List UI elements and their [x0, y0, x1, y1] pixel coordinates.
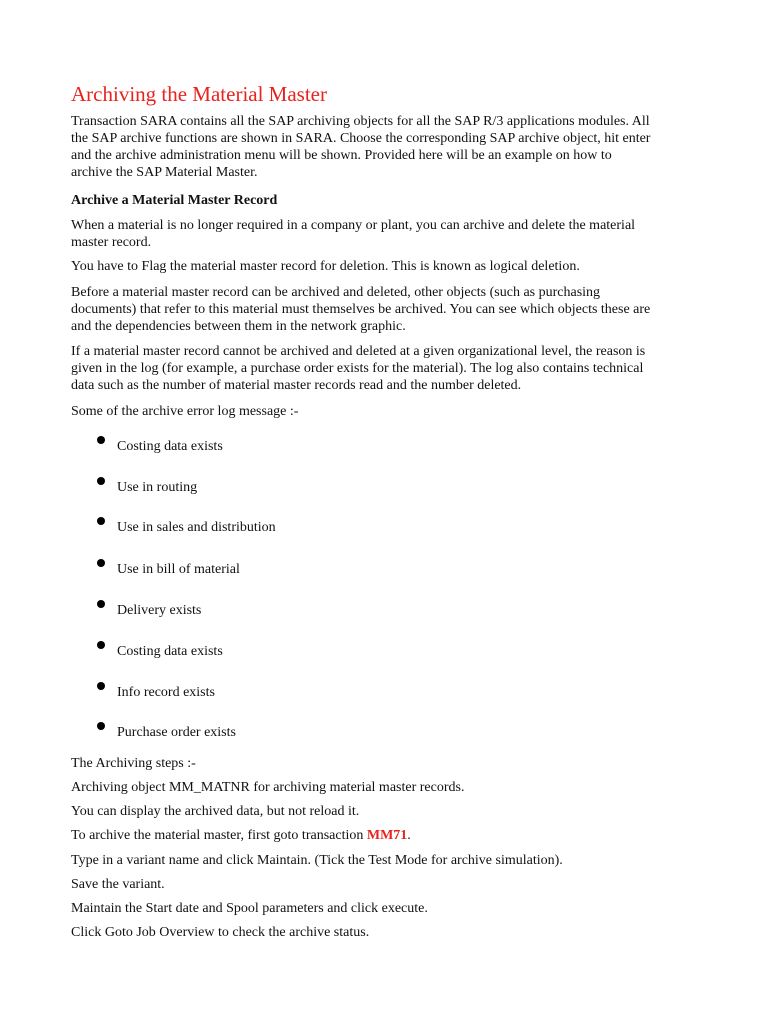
list-item-text: Delivery exists — [117, 603, 202, 618]
paragraph-line: If a material master record cannot be archived and deleted at a given organizational level, the reason is — [71, 344, 646, 359]
paragraph-line: master record. — [71, 235, 152, 250]
list-item-text: Use in sales and distribution — [117, 520, 276, 535]
paragraph-line: When a material is no longer required in a company or plant, you can archive and delete the material — [71, 218, 636, 233]
section-subheading: Archive a Material Master Record — [71, 193, 278, 208]
list-item — [97, 722, 397, 744]
list-item-text: Costing data exists — [117, 644, 223, 659]
bullet-icon — [97, 600, 105, 608]
list-item-text: Info record exists — [117, 685, 215, 700]
bullet-icon — [97, 722, 105, 730]
step-line: Archiving object MM_MATNR for archiving material master records. — [71, 780, 465, 795]
bullet-icon — [97, 641, 105, 649]
paragraph-line: and the dependencies between them in the network graphic. — [71, 319, 406, 334]
step-line: Save the variant. — [71, 877, 165, 892]
list-item — [97, 436, 397, 458]
intro-line: the SAP archive functions are shown in SARA. Choose the corresponding SAP archive object, hit enter — [71, 131, 651, 146]
list-item-text: Use in bill of material — [117, 562, 240, 577]
step-line: Click Goto Job Overview to check the archive status. — [71, 925, 370, 940]
page-title: Archiving the Material Master — [71, 82, 327, 106]
list-item — [97, 600, 397, 622]
bullet-icon — [97, 517, 105, 525]
step-line: Type in a variant name and click Maintain. (Tick the Test Mode for archive simulation). — [71, 853, 563, 868]
paragraph-line: Before a material master record can be archived and deleted, other objects (such as purchasing — [71, 285, 601, 300]
step-line-transaction — [71, 827, 411, 844]
paragraph-logical-deletion — [71, 258, 703, 275]
paragraph-no-longer-required — [71, 217, 703, 251]
list-item-text: Costing data exists — [117, 439, 223, 454]
intro-line: and the archive administration menu will be shown. Provided here will be an example on how to — [71, 148, 612, 163]
paragraph-error-log-intro — [71, 403, 703, 420]
bullet-icon — [97, 682, 105, 690]
step-line: You can display the archived data, but not reload it. — [71, 804, 360, 819]
list-item-text: Purchase order exists — [117, 725, 236, 740]
bullet-icon — [97, 477, 105, 485]
paragraph-line: given in the log (for example, a purchase order exists for the material). The log also contains technical — [71, 361, 644, 376]
list-item — [97, 477, 397, 499]
list-item — [97, 517, 397, 539]
bullet-icon — [97, 559, 105, 567]
list-item — [97, 641, 397, 663]
step-text: To archive the material master, first goto transaction — [71, 828, 367, 843]
steps-heading: The Archiving steps :- — [71, 756, 196, 771]
paragraph-line: Some of the archive error log message :- — [71, 404, 299, 419]
paragraph-log — [71, 343, 703, 394]
intro-paragraph — [71, 113, 703, 181]
list-item — [97, 559, 397, 581]
list-item-text: Use in routing — [117, 480, 198, 495]
list-item — [97, 682, 397, 704]
intro-line: archive the SAP Material Master. — [71, 165, 258, 180]
intro-line: Transaction SARA contains all the SAP archiving objects for all the SAP R/3 applications modules. All — [71, 114, 650, 129]
step-text: . — [407, 828, 411, 843]
step-line: Maintain the Start date and Spool parameters and click execute. — [71, 901, 428, 916]
transaction-code: MM71 — [366, 828, 408, 843]
paragraph-line: You have to Flag the material master record for deletion. This is known as logical deletion. — [71, 259, 580, 274]
paragraph-dependencies — [71, 284, 703, 335]
paragraph-line: data such as the number of material master records read and the number deleted. — [71, 378, 522, 393]
paragraph-line: documents) that refer to this material must themselves be archived. You can see which objects these are — [71, 302, 651, 317]
bullet-icon — [97, 436, 105, 444]
